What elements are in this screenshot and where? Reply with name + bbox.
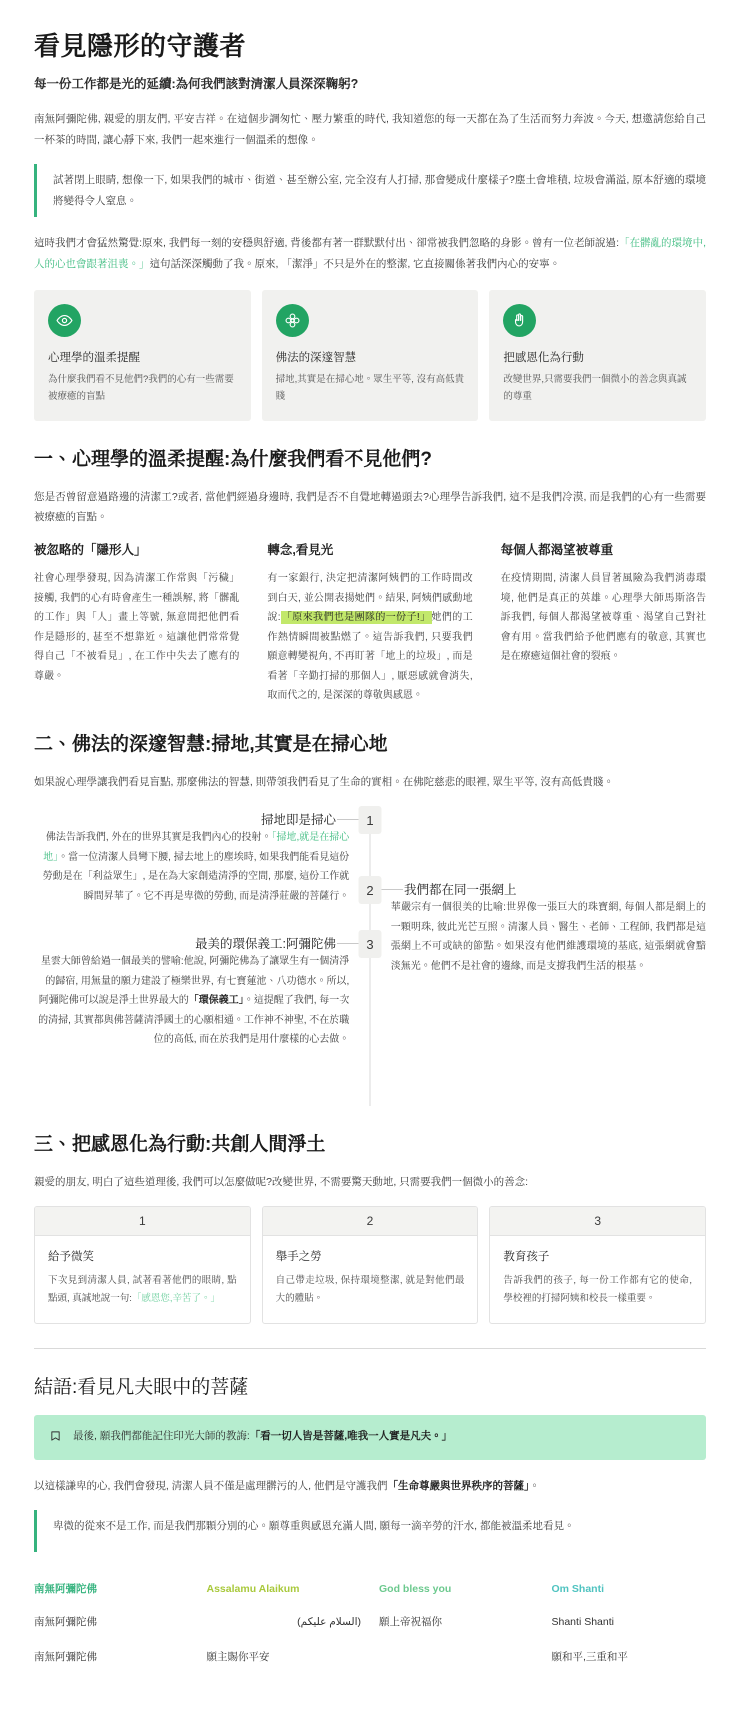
action-card-1[interactable] xyxy=(34,1206,251,1324)
action-card-desc-pre: 下次見到清潔人員, 試著看著他們的眼睛, 點點頭, 真誠地說一句: xyxy=(48,1275,237,1304)
blessing-line: 願上帝祝福你 xyxy=(379,1616,442,1629)
feature-card-desc: 改變世界,只需要我們一個微小的善念與真誠的尊重 xyxy=(503,374,687,402)
blessings-footer xyxy=(34,1582,706,1685)
conclusion-callout xyxy=(34,1415,706,1460)
conclusion-paragraph-bold: 「生命尊嚴與世界秩序的菩薩」 xyxy=(387,1479,530,1492)
action-card-title: 教育孩子 xyxy=(503,1251,550,1264)
timeline-connector xyxy=(337,943,359,944)
action-card-3[interactable] xyxy=(489,1206,706,1324)
column-invisible-people xyxy=(34,542,239,706)
timeline-title: 我們都在同一張網上 xyxy=(404,883,517,897)
feature-card-psychology[interactable] xyxy=(34,290,251,421)
conclusion-paragraph-pre: 以這樣謙卑的心, 我們會發現, 清潔人員不僅是處理髒污的人, 他們是守護我們 xyxy=(34,1479,388,1492)
final-blockquote xyxy=(34,1510,706,1552)
blessing-column-hindu xyxy=(552,1582,707,1685)
blessing-heading: God bless you xyxy=(379,1583,452,1596)
after-quote-accent: 「在髒亂的環境中,人的心也會跟著沮喪。」 xyxy=(34,237,706,270)
lotus-flower-icon xyxy=(276,304,309,337)
callout-quote: 「看一切人皆是菩薩,唯我一人實是凡夫。」 xyxy=(249,1429,453,1442)
timeline-connector xyxy=(381,889,403,890)
blessing-line: 南無阿彌陀佛 xyxy=(34,1616,97,1629)
feature-card-title: 佛法的深邃智慧 xyxy=(275,352,357,365)
section-one-columns xyxy=(34,542,706,706)
note-bookmark-icon xyxy=(50,1429,61,1447)
action-card-body xyxy=(35,1236,250,1323)
section-three-heading: 三、把感恩化為行動:共創人間淨土 xyxy=(34,1134,326,1155)
conclusion-paragraph-post: 。 xyxy=(529,1479,540,1492)
column-title: 轉念,看見光 xyxy=(267,542,334,557)
timeline-text-post: 。當一位清潔人員彎下腰, 掃去地上的塵埃時, 如果我們能看見這份勞動是在「利益眾生」, 是在為大家創造清淨的空間, 那麼, 這份工作就瞬間昇華了。它不再是卑微的勞動, 而是清淨莊嚴的菩薩行。 xyxy=(42,851,350,902)
column-text-post: 她們的工作熱情瞬間被點燃了。這告訴我們, 只要我們願意轉變視角, 不再盯著「地上的垃圾」, 而是看著「辛勤打掃的那個人」, 厭惡感就會消失, 取而代之的, 是深深的尊敬與感恩。 xyxy=(267,612,473,702)
timeline-text-bold: 「環保義工」 xyxy=(188,995,244,1006)
action-cards xyxy=(34,1206,706,1324)
timeline-item-3 xyxy=(34,930,706,1050)
blessing-column-islam xyxy=(207,1582,362,1685)
callout-text xyxy=(73,1428,452,1446)
intro-blockquote xyxy=(34,164,706,217)
feature-cards xyxy=(34,290,706,421)
timeline-text-pre: 星雲大師曾給過一個最美的譬喻:他說, 阿彌陀佛為了讓眾生有一個清淨的歸宿, 用無量的願力建設了極樂世界, 有七寶蓮池、八功德水。所以, 阿彌陀佛可以說是淨土世界最大的 xyxy=(38,956,350,1006)
action-card-body xyxy=(263,1236,478,1323)
column-text: 在疫情期間, 清潔人員冒著風險為我們消毒環境, 他們是真正的英雄。心理學大師馬斯洛告訴我們, 每個人都渴望被尊重、渴望自己對社會有用。當我們給予他們應有的敬意, 其實也是在療癒這個社會的裂痕。 xyxy=(500,573,706,663)
section-divider xyxy=(34,1348,706,1349)
timeline-text xyxy=(34,952,349,1050)
blessing-column-christian xyxy=(379,1582,534,1685)
section-two-heading: 二、佛法的深邃智慧:掃地,其實是在掃心地 xyxy=(34,733,388,755)
feature-card-title: 把感恩化為行動 xyxy=(503,352,584,365)
timeline-text-post: 。這提醒了我們, 每一次的清掃, 其實都與佛菩薩清淨國土的心願相通。工作神不神聖, 不在於職位的高低, 而在於我們是用什麼樣的心去做。 xyxy=(38,995,350,1045)
column-everyone-deserves-respect xyxy=(501,542,706,706)
timeline-text-pre: 佛法告訴我們, 外在的世界其實是我們內心的投射。 xyxy=(45,832,272,843)
page-title: 看見隱形的守護者 xyxy=(34,31,247,61)
action-card-number: 1 xyxy=(35,1207,250,1236)
timeline-connector xyxy=(337,819,359,820)
action-card-2[interactable] xyxy=(262,1206,479,1324)
intro-paragraph: 南無阿彌陀佛, 親愛的朋友們, 平安吉祥。在這個步調匆忙、壓力繁重的時代, 我知道您的每一天都在為了生活而努力奔波。今天, 想邀請您給自己一杯茶的時間, 讓心靜下來, 我們一起來進行一個溫柔的想像。 xyxy=(34,113,706,146)
action-card-number: 3 xyxy=(490,1207,705,1236)
eye-icon xyxy=(48,304,81,337)
action-card-body xyxy=(490,1236,705,1323)
blessing-line: 願主賜你平安 xyxy=(206,1651,270,1664)
section-three-lead: 親愛的朋友, 明白了這些道理後, 我們可以怎麼做呢?改變世界, 不需要驚天動地, 只需要我們一個微小的善念: xyxy=(34,1175,529,1188)
feature-card-dharma[interactable] xyxy=(262,290,479,421)
timeline-text-accent: 「掃地,就是在掃心地」 xyxy=(43,832,350,863)
blessing-heading: Assalamu Alaikum xyxy=(206,1583,300,1596)
conclusion-heading: 結語:看見凡夫眼中的菩薩 xyxy=(34,1377,249,1399)
blessing-line: Shanti Shanti xyxy=(551,1616,614,1629)
page-subtitle: 每一份工作都是光的延續:為何我們該對清潔人員深深鞠躬? xyxy=(34,76,359,91)
action-card-desc xyxy=(48,1272,237,1307)
callout-pre: 最後, 願我們都能記住印光大師的教誨: xyxy=(73,1429,250,1442)
feature-card-desc: 掃地,其實是在掃心地。眾生平等, 沒有高低貴賤 xyxy=(275,374,465,402)
column-text: 社會心理學發現, 因為清潔工作常與「污穢」接觸, 我們的心有時會產生一種誤解, 將「髒亂的工作」與「人」畫上等號, 無意間把他們看作是隱形的, 甚至不想靠近。這讓他們常常覺得自己「不被看見」, 在工作中失去了應有的尊嚴。 xyxy=(34,573,240,682)
highlighted-quote: 「原來我們也是團隊的一份子!」 xyxy=(281,612,431,624)
feature-card-desc: 為什麼我們看不見他們?我們的心有一些需要被療癒的盲點 xyxy=(48,374,234,402)
column-text xyxy=(267,569,472,706)
timeline-text: 華嚴宗有一個很美的比喻:世界像一張巨大的珠寶網, 每個人都是網上的一顆明珠, 彼此光芒互照。清潔人員、醫生、老師、工程師, 我們都是這張網上不可或缺的節點。如果沒有他們維護環境的基底, 這張網就會黯淡無光。他們不是社會的邊緣, 而是支撐我們生活的根基。 xyxy=(390,902,706,972)
column-see-the-light xyxy=(267,542,472,706)
section-one-lead: 您是否曾留意過路邊的清潔工?或者, 當他們經過身邊時, 我們是否不自覺地轉過頭去?心理學告訴我們, 這不是我們冷漠, 而是我們的心有一些需要被療癒的盲點。 xyxy=(34,490,706,524)
blessing-line: 南無阿彌陀佛 xyxy=(34,1651,97,1664)
blessing-heading: Om Shanti xyxy=(551,1583,605,1596)
after-quote-pre: 這時我們才會猛然驚覺:原來, 我們每一刻的安穩與舒適, 背後都有著一群默默付出、卻常被我們忽略的身影。曾有一位老師說過: xyxy=(34,237,619,250)
blessing-line: (السلام عليكم) xyxy=(297,1616,361,1629)
action-card-desc-pre: 自己帶走垃圾, 保持環境整潔, 就是對他們最大的體貼。 xyxy=(275,1275,465,1304)
timeline-title: 最美的環保義工:阿彌陀佛 xyxy=(195,937,336,951)
blessing-heading: 南無阿彌陀佛 xyxy=(34,1583,97,1596)
action-card-number: 2 xyxy=(263,1207,478,1236)
column-text-pre: 有一家銀行, 決定把清潔阿姨們的工作時間改到白天, 並公開表揚她們。結果, 阿姨們感動地說: xyxy=(267,573,473,624)
feature-card-title: 心理學的溫柔提醒 xyxy=(48,352,140,365)
timeline-marker: 1 xyxy=(359,806,382,834)
column-title: 被忽略的「隱形人」 xyxy=(34,542,147,557)
action-card-title: 舉手之勞 xyxy=(275,1251,322,1264)
intro-quote-text: 試著閉上眼睛, 想像一下, 如果我們的城市、街道、甚至辦公室, 完全沒有人打掃, 那會變成什麼樣子?塵土會堆積, 垃圾會滿溢, 原本舒適的環境將變得令人窒息。 xyxy=(53,174,706,207)
feature-card-action[interactable] xyxy=(489,290,706,421)
timeline-marker: 2 xyxy=(359,876,382,904)
column-title: 每個人都渴望被尊重 xyxy=(500,542,614,557)
timeline xyxy=(34,806,706,1106)
conclusion-paragraph xyxy=(34,1476,706,1496)
section-one-heading: 一、心理學的溫柔提醒:為什麼我們看不見他們? xyxy=(34,449,432,471)
timeline-marker: 3 xyxy=(359,930,382,958)
after-quote-post: 這句話深深觸動了我。原來, 「潔淨」不只是外在的整潔, 它直接關係著我們內心的安寧。 xyxy=(149,257,561,270)
after-quote-paragraph xyxy=(34,233,706,274)
final-quote-text: 卑微的從來不是工作, 而是我們那顆分別的心。願尊重與感恩充滿人間, 願每一滴辛勞的汗水, 都能被溫柔地看見。 xyxy=(53,1520,575,1533)
action-card-title: 給予微笑 xyxy=(48,1251,94,1264)
action-card-desc xyxy=(276,1272,465,1307)
action-card-desc-pre: 告訴我們的孩子, 每一份工作都有它的使命, 學校裡的打掃阿姨和校長一樣重要。 xyxy=(503,1275,693,1304)
section-two-lead: 如果說心理學讓我們看見盲點, 那麼佛法的智慧, 則帶領我們看見了生命的實相。在佛陀慈悲的眼裡, 眾生平等, 沒有高低貴賤。 xyxy=(34,775,614,788)
blessing-line: 願和平,三重和平 xyxy=(551,1651,628,1664)
action-card-desc xyxy=(503,1272,692,1307)
action-card-desc-accent: 「感恩您,辛苦了。」 xyxy=(131,1292,221,1304)
hand-icon xyxy=(503,304,536,337)
blessing-column-amitabha xyxy=(34,1582,189,1685)
timeline-title: 掃地即是掃心 xyxy=(260,813,336,827)
